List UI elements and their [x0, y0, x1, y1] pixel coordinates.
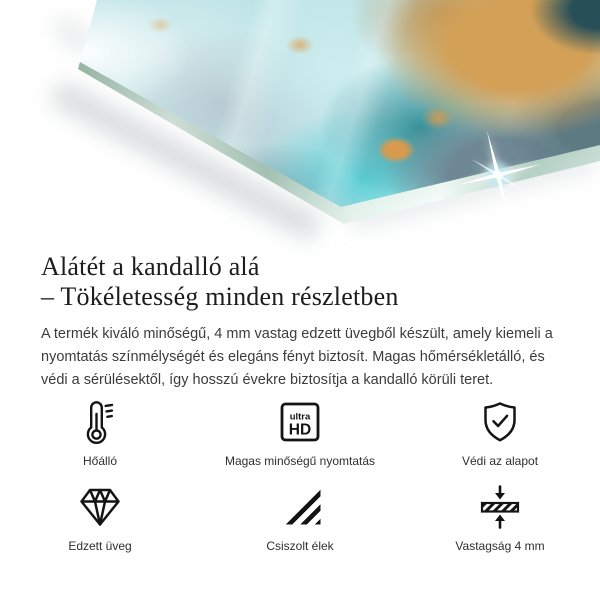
sparkle-flare-icon	[438, 115, 558, 235]
feature-protects-base	[400, 396, 600, 469]
page-title	[41, 252, 399, 312]
feature-label: Vastagság 4 mm	[455, 539, 545, 553]
product-description: A termék kiváló minőségű, 4 mm vastag edzett üvegből készült, amely kiemeli a nyomtatás színmélységét és elegáns fényt biztosít. Magas hőmérsékletálló, és védi a sérülésektől, így hosszú évekre biztosítja a kandalló körüli teret.	[41, 325, 553, 389]
feature-tempered-glass	[0, 481, 200, 554]
polished-edges-icon	[280, 481, 321, 533]
thermometer-icon	[83, 396, 117, 448]
feature-label: Védi az alapot	[461, 454, 539, 468]
feature-label: Csiszolt élek	[266, 539, 334, 553]
feature-polished-edges	[200, 481, 400, 554]
thickness-icon	[477, 481, 523, 533]
diamond-icon	[76, 481, 124, 533]
page-title-line1: Alátét a kandalló alá	[41, 252, 260, 282]
svg-text:HD: HD	[288, 421, 312, 439]
feature-thickness	[400, 481, 600, 554]
feature-label: Hőálló	[82, 454, 118, 468]
feature-print-quality	[200, 396, 400, 469]
ultra-hd-icon	[278, 396, 322, 448]
feature-grid	[0, 396, 600, 554]
page-title-line2: – Tökéletesség minden részletben	[41, 282, 399, 312]
shield-check-icon	[478, 396, 522, 448]
feature-label: Edzett üveg	[68, 539, 132, 553]
feature-heat-resistant	[0, 396, 200, 469]
product-hero-image	[0, 0, 600, 235]
feature-label: Magas minőségű nyomtatás	[224, 454, 376, 468]
svg-text:ultra: ultra	[289, 411, 311, 423]
